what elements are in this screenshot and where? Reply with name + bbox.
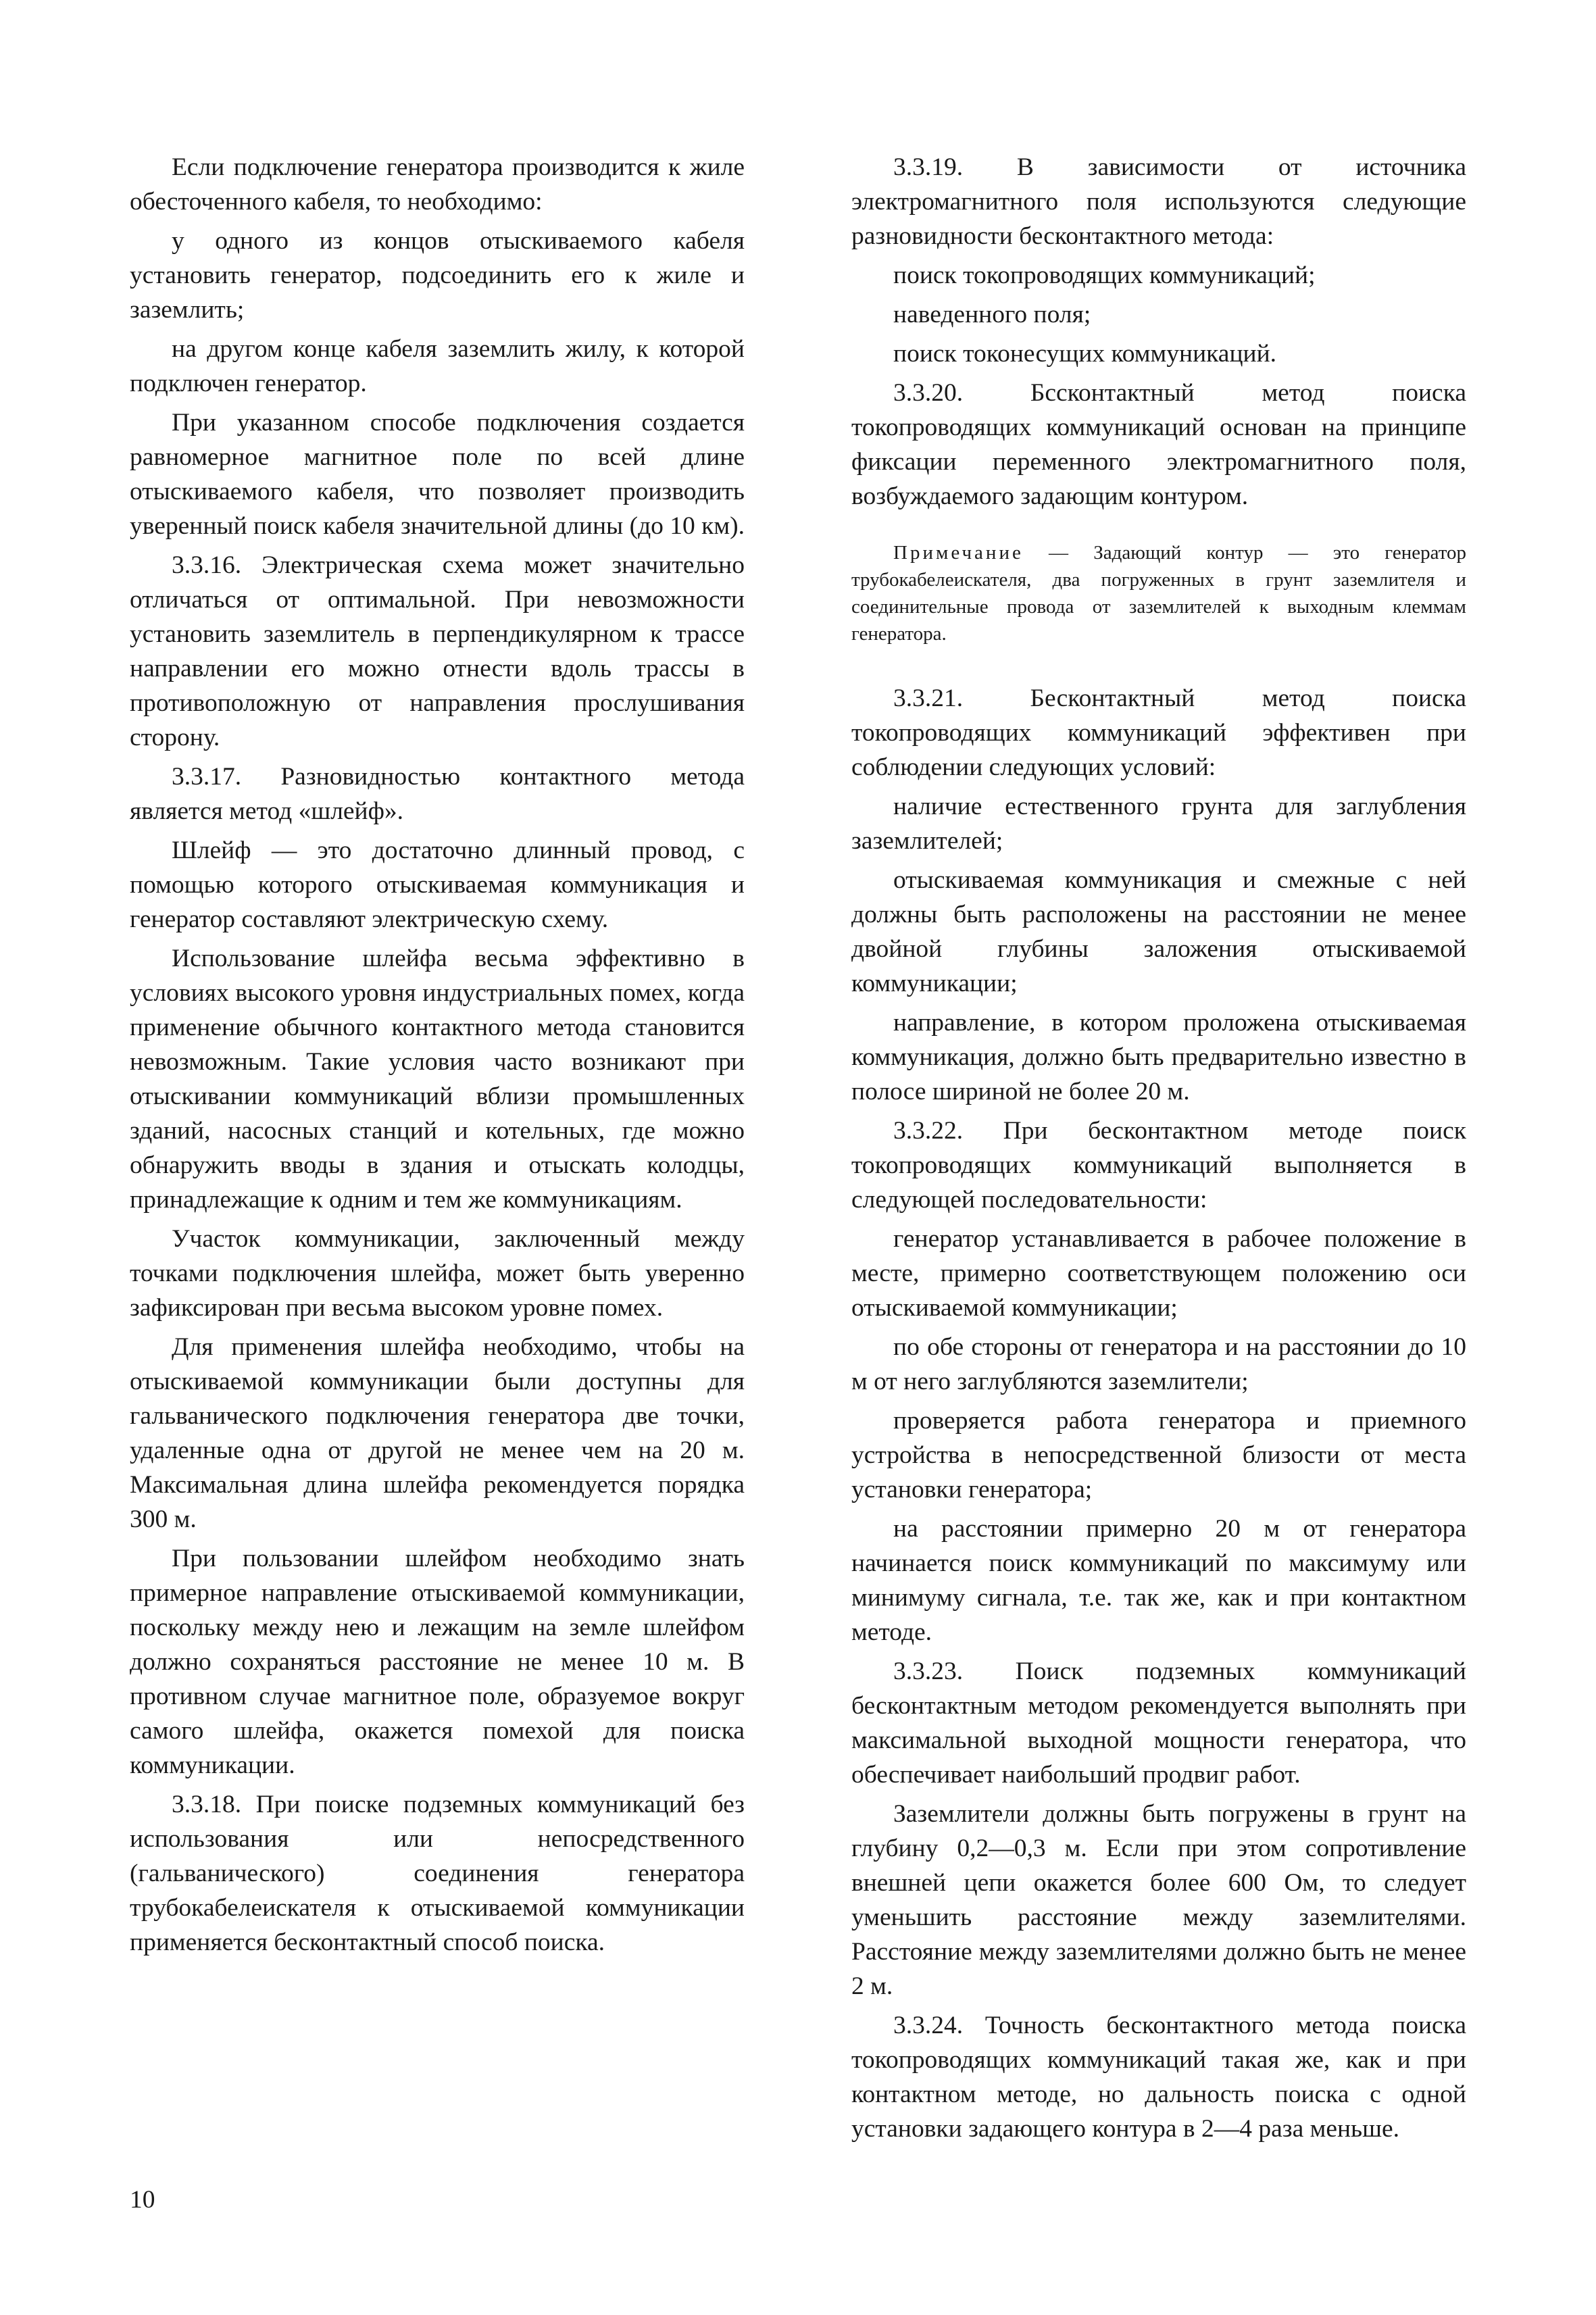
paragraph: у одного из концов отыскиваемого кабеля установить генератор, подсоединить его к жиле и заземлить; (130, 227, 745, 324)
paragraph: направление, в котором проложена отыскиваемая коммуникация, должно быть предварительно известно в полосе шириной не более 20 м. (851, 1009, 1466, 1105)
paragraph: Для применения шлейфа необходимо, чтобы на отыскиваемой коммуникации были доступны для гальванического подключения генератора две точки, удаленные одна от другой не менее чем на 20 м. Максимальная длина шлейфа рекомендуется порядка 300 м. (130, 1333, 745, 1533)
paragraph: генератор устанавливается в рабочее положение в месте, примерно соответствующем положению оси отыскиваемой коммуникации; (851, 1225, 1466, 1322)
paragraph: поиск токопроводящих коммуникаций; (893, 262, 1316, 289)
paragraph: 3.3.18. При поиске подземных коммуникаций без использования или непосредственного (гальванического) соединения генератора трубокабелеискателя к отыскиваемой коммуникации применяется бесконтактный способ поиска. (130, 1791, 745, 1956)
paragraph: наведенного поля; (893, 301, 1091, 328)
paragraph: Участок коммуникации, заключенный между точками подключения шлейфа, может быть уверенно зафиксирован при весьма высоком уровне помех. (130, 1225, 745, 1322)
paragraph: 3.3.19. В зависимости от источника электромагнитного поля используются следующие разновидности бесконтактного метода: (851, 153, 1466, 250)
paragraph: на расстоянии примерно 20 м от генератора начинается поиск коммуникаций по максимуму или минимуму сигнала, т.е. так же, как и при контактном методе. (851, 1515, 1466, 1646)
paragraph: проверяется работа генератора и приемного устройства в непосредственной близости от места установки генератора; (851, 1407, 1466, 1503)
note-label: Примечание (893, 542, 1024, 564)
note (851, 539, 1466, 647)
paragraph: Если подключение генератора производится к жиле обесточенного кабеля, то необходимо: (130, 153, 745, 216)
paragraph: 3.3.24. Точность бесконтактного метода поиска токопроводящих коммуникаций такая же, как и при контактном методе, но дальность поиска с одной установки задающего контура в 2—4 раза меньше. (851, 2012, 1466, 2143)
right-column (851, 150, 1466, 2151)
paragraph: 3.3.23. Поиск подземных коммуникаций бесконтактным методом рекомендуется выполнять при максимальной выходной мощности генератора, что обеспечивает наибольший продвиг работ. (851, 1658, 1466, 1789)
paragraph: При указанном способе подключения создается равномерное магнитное поле по всей длине отыскиваемого кабеля, что позволяет производить уверенный поиск кабеля значительной длины (до 10 км). (130, 409, 745, 540)
paragraph: на другом конце кабеля заземлить жилу, к которой подключен генератор. (130, 335, 745, 397)
paragraph: поиск токонесущих коммуникаций. (893, 340, 1277, 368)
paragraph: При пользовании шлейфом необходимо знать примерное направление отыскиваемой коммуникации, поскольку между нею и лежащим на земле шлейфом должно сохраняться расстояние не менее 10 м. В противном случае магнитное поле, образуемое вокруг самого шлейфа, окажется помехой для поиска коммуникации. (130, 1545, 745, 1779)
paragraph: Использование шлейфа весьма эффективно в условиях высокого уровня индустриальных помех, когда применение обычного контактного метода становится невозможным. Такие условия часто возникают при отыскивании коммуникаций вблизи промышленных зданий, насосных станций и котельных, где можно обнаружить вводы в здания и отыскать колодцы, принадлежащие к одним и тем же коммуникациям. (130, 945, 745, 1214)
paragraph: 3.3.16. Электрическая схема может значительно отличаться от оптимальной. При невозможности установить заземлитель в перпендикулярном к трассе направлении его можно отнести вдоль трассы в противоположную от направления прослушивания сторону. (130, 551, 745, 751)
page-number: 10 (130, 2186, 155, 2214)
paragraph: по обе стороны от генератора и на расстоянии до 10 м от него заглубляются заземлители; (851, 1333, 1466, 1395)
paragraph: наличие естественного грунта для заглубления заземлителей; (851, 793, 1466, 855)
left-column (130, 150, 745, 1964)
note-text: — Задающий контур — это генератор трубокабелеискателя, два погруженных в грунт заземлителя и соединительные провода от заземлителей к выходным клеммам генератора. (851, 542, 1466, 645)
paragraph: 3.3.22. При бесконтактном методе поиск токопроводящих коммуникаций выполняется в следующей последовательности: (851, 1117, 1466, 1214)
paragraph: Шлейф — это достаточно длинный провод, с помощью которого отыскиваемая коммуникация и генератор составляют электрическую схему. (130, 837, 745, 933)
paragraph: 3.3.21. Бесконтактный метод поиска токопроводящих коммуникаций эффективен при соблюдении следующих условий: (851, 684, 1466, 781)
paragraph: Заземлители должны быть погружены в грунт на глубину 0,2—0,3 м. Если при этом сопротивление внешней цепи окажется более 600 Ом, то следует уменьшить расстояние между заземлителями. Расстояние между заземлителями должно быть не менее 2 м. (851, 1800, 1466, 2000)
paragraph: 3.3.17. Разновидностью контактного метода является метод «шлейф». (130, 763, 745, 825)
paragraph: 3.3.20. Бсcконтактный метод поиска токопроводящих коммуникаций основан на принципе фиксации переменного электромагнитного поля, возбуждаемого задающим контуром. (851, 379, 1466, 510)
paragraph: отыскиваемая коммуникация и смежные с ней должны быть расположены на расстоянии не менее двойной глубины заложения отыскиваемой коммуникации; (851, 866, 1466, 997)
